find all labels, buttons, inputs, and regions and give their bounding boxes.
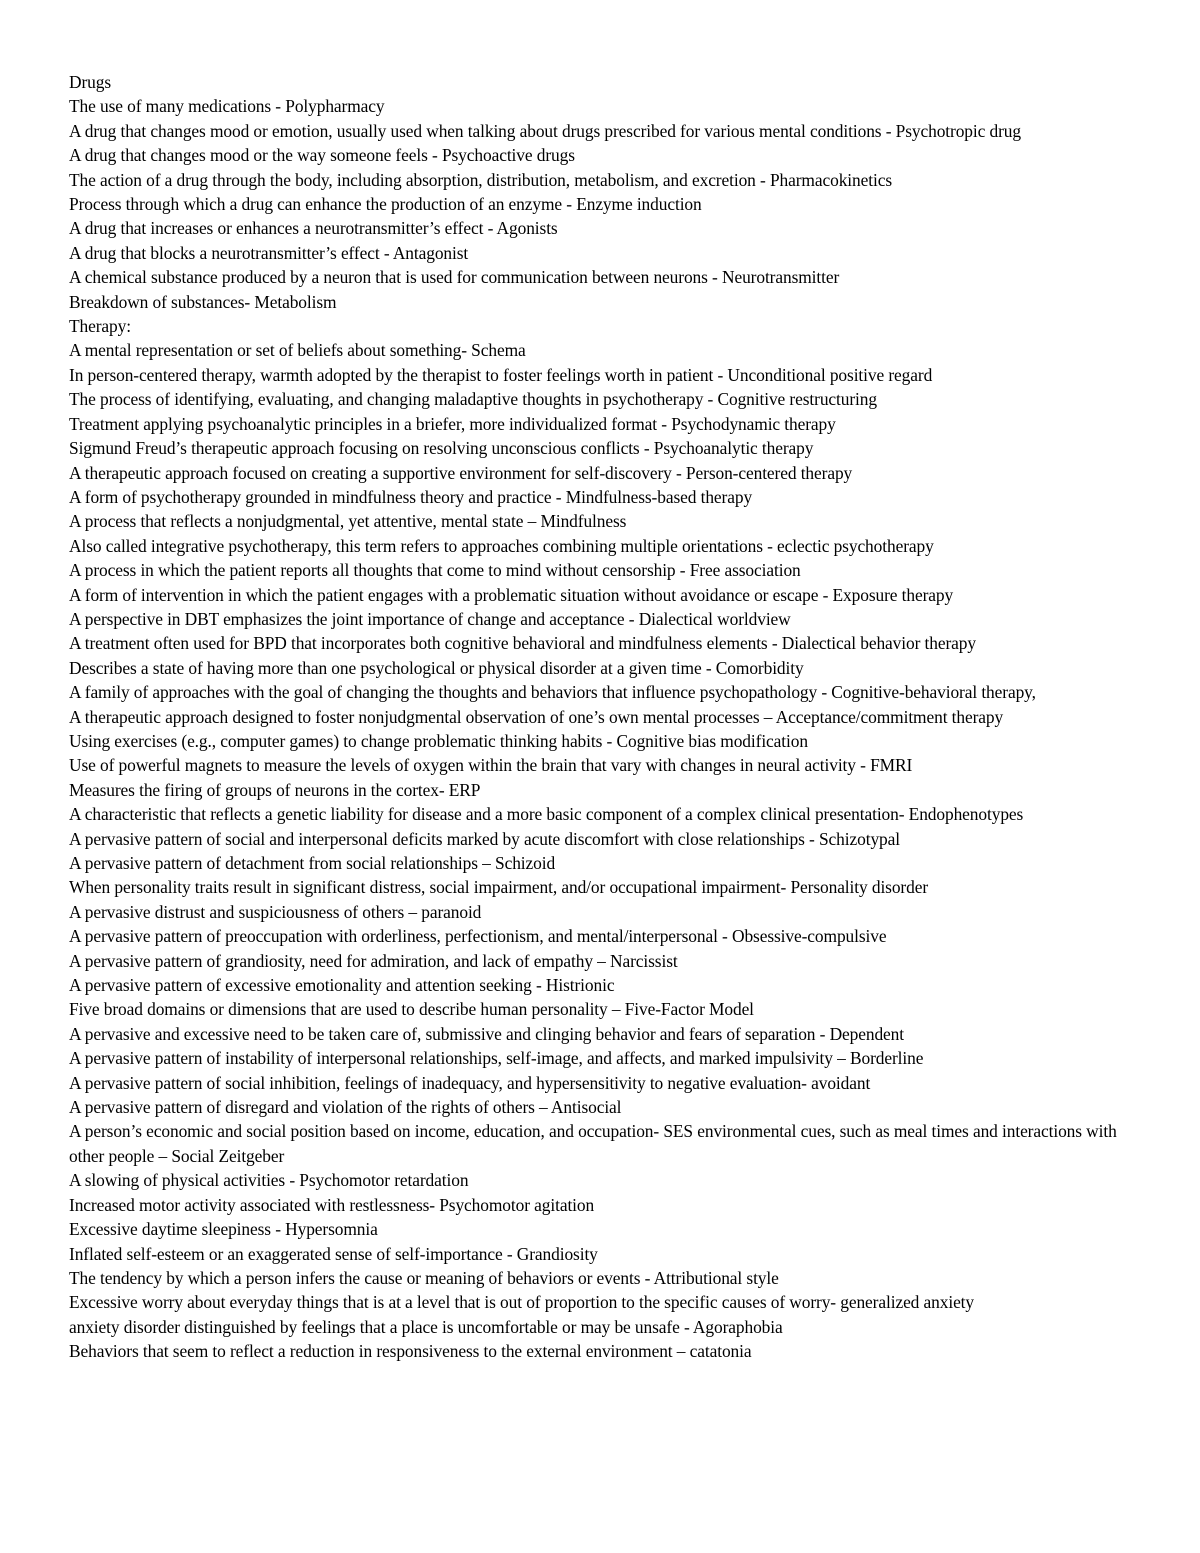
text-line: A drug that increases or enhances a neurotransmitter’s effect - Agonists [69, 218, 558, 239]
document-text [69, 70, 1134, 1364]
text-line: A form of intervention in which the patient engages with a problematic situation without avoidance or escape - Exposure therapy [69, 584, 954, 605]
text-line: Breakdown of substances- Metabolism [69, 291, 337, 312]
text-line: A mental representation or set of beliefs about something- Schema [69, 340, 526, 361]
text-line: Use of powerful magnets to measure the levels of oxygen within the brain that vary with changes in neural activity - FMRI [69, 755, 913, 776]
text-line: A process that reflects a nonjudgmental, yet attentive, mental state – Mindfulness [69, 511, 627, 532]
text-line: The process of identifying, evaluating, and changing maladaptive thoughts in psychotherapy - Cognitive restructuring [69, 389, 877, 410]
text-line: A person’s economic and social position based on income, education, and occupation- SES environmental cues, such as meal times and interactions with other people – Social Zeitgeber [69, 1121, 1117, 1166]
text-line: anxiety disorder distinguished by feelings that a place is uncomfortable or may be unsafe - Agoraphobia [69, 1316, 783, 1337]
text-line: Drugs [69, 72, 112, 92]
text-line: A pervasive distrust and suspiciousness of others – paranoid [69, 901, 482, 922]
text-line: A form of psychotherapy grounded in mindfulness theory and practice - Mindfulness-based therapy [69, 486, 753, 507]
text-line: A pervasive pattern of preoccupation with orderliness, perfectionism, and mental/interpersonal - Obsessive-compulsive [69, 926, 887, 947]
text-line: A pervasive pattern of social inhibition, feelings of inadequacy, and hypersensitivity to negative evaluation- avoidant [69, 1072, 871, 1093]
text-line: Treatment applying psychoanalytic principles in a briefer, more individualized format - Psychodynamic therapy [69, 413, 836, 434]
text-line: The action of a drug through the body, including absorption, distribution, metabolism, and excretion - Pharmacokinetics [69, 169, 892, 190]
text-line: Excessive worry about everyday things that is at a level that is out of proportion to the specific causes of worry- generalized anxiety [69, 1292, 975, 1313]
text-line: Using exercises (e.g., computer games) to change problematic thinking habits - Cognitive bias modification [69, 730, 808, 751]
text-line: In person-centered therapy, warmth adopted by the therapist to foster feelings worth in patient - Unconditional positive regard [69, 364, 933, 385]
text-line: The use of many medications - Polypharmacy [69, 96, 385, 117]
text-line: A pervasive pattern of excessive emotionality and attention seeking - Histrionic [69, 975, 615, 996]
text-line: A family of approaches with the goal of changing the thoughts and behaviors that influence psychopathology - Cognitive-behavioral therapy, [69, 682, 1036, 703]
text-line: Excessive daytime sleepiness - Hypersomnia [69, 1219, 378, 1240]
text-line: A therapeutic approach focused on creating a supportive environment for self-discovery - Person-centered therapy [69, 462, 853, 483]
text-line: A chemical substance produced by a neuron that is used for communication between neurons - Neurotransmitter [69, 267, 840, 288]
text-line: Describes a state of having more than one psychological or physical disorder at a given time - Comorbidity [69, 657, 804, 678]
text-line: A pervasive and excessive need to be taken care of, submissive and clinging behavior and fears of separation - Dependent [69, 1023, 905, 1044]
text-line: A treatment often used for BPD that incorporates both cognitive behavioral and mindfulness elements - Dialectical behavior therapy [69, 633, 976, 654]
text-line: The tendency by which a person infers the cause or meaning of behaviors or events - Attributional style [69, 1267, 779, 1288]
text-line: A drug that changes mood or emotion, usually used when talking about drugs prescribed for various mental conditions - Psychotropic drug [69, 120, 1021, 141]
text-line: A characteristic that reflects a genetic liability for disease and a more basic component of a complex clinical presentation- Endophenotypes [69, 804, 1024, 825]
text-line: A pervasive pattern of disregard and violation of the rights of others – Antisocial [69, 1097, 622, 1118]
text-line: Measures the firing of groups of neurons in the cortex- ERP [69, 779, 481, 800]
text-line: A pervasive pattern of instability of interpersonal relationships, self-image, and affects, and marked impulsivity – Borderline [69, 1048, 924, 1069]
text-line: Also called integrative psychotherapy, this term refers to approaches combining multiple orientations - eclectic psychotherapy [69, 535, 934, 556]
text-line: A drug that changes mood or the way someone feels - Psychoactive drugs [69, 145, 575, 166]
text-line: When personality traits result in significant distress, social impairment, and/or occupational impairment- Personality disorder [69, 877, 929, 898]
text-line: Inflated self-esteem or an exaggerated sense of self-importance - Grandiosity [69, 1243, 598, 1264]
text-line: Increased motor activity associated with restlessness- Psychomotor agitation [69, 1194, 595, 1215]
text-line: Behaviors that seem to reflect a reduction in responsiveness to the external environment – catatonia [69, 1341, 752, 1362]
text-line: Process through which a drug can enhance the production of an enzyme - Enzyme induction [69, 194, 702, 215]
text-line: Sigmund Freud’s therapeutic approach focusing on resolving unconscious conflicts - Psychoanalytic therapy [69, 438, 814, 459]
text-line: A therapeutic approach designed to foster nonjudgmental observation of one’s own mental processes – Acceptance/commitment therapy [69, 706, 1004, 727]
text-line: Therapy: [69, 316, 131, 337]
text-line: Five broad domains or dimensions that are used to describe human personality – Five-Factor Model [69, 999, 754, 1020]
text-line: A pervasive pattern of social and interpersonal deficits marked by acute discomfort with close relationships - Schizotypal [69, 828, 900, 849]
text-line: A process in which the patient reports all thoughts that come to mind without censorship - Free association [69, 560, 801, 581]
text-line: A drug that blocks a neurotransmitter’s effect - Antagonist [69, 242, 469, 263]
text-line: A pervasive pattern of detachment from social relationships – Schizoid [69, 853, 556, 873]
text-line: A slowing of physical activities - Psychomotor retardation [69, 1170, 469, 1191]
text-line: A perspective in DBT emphasizes the joint importance of change and acceptance - Dialectical worldview [69, 608, 791, 629]
text-line: A pervasive pattern of grandiosity, need for admiration, and lack of empathy – Narcissist [69, 950, 678, 971]
